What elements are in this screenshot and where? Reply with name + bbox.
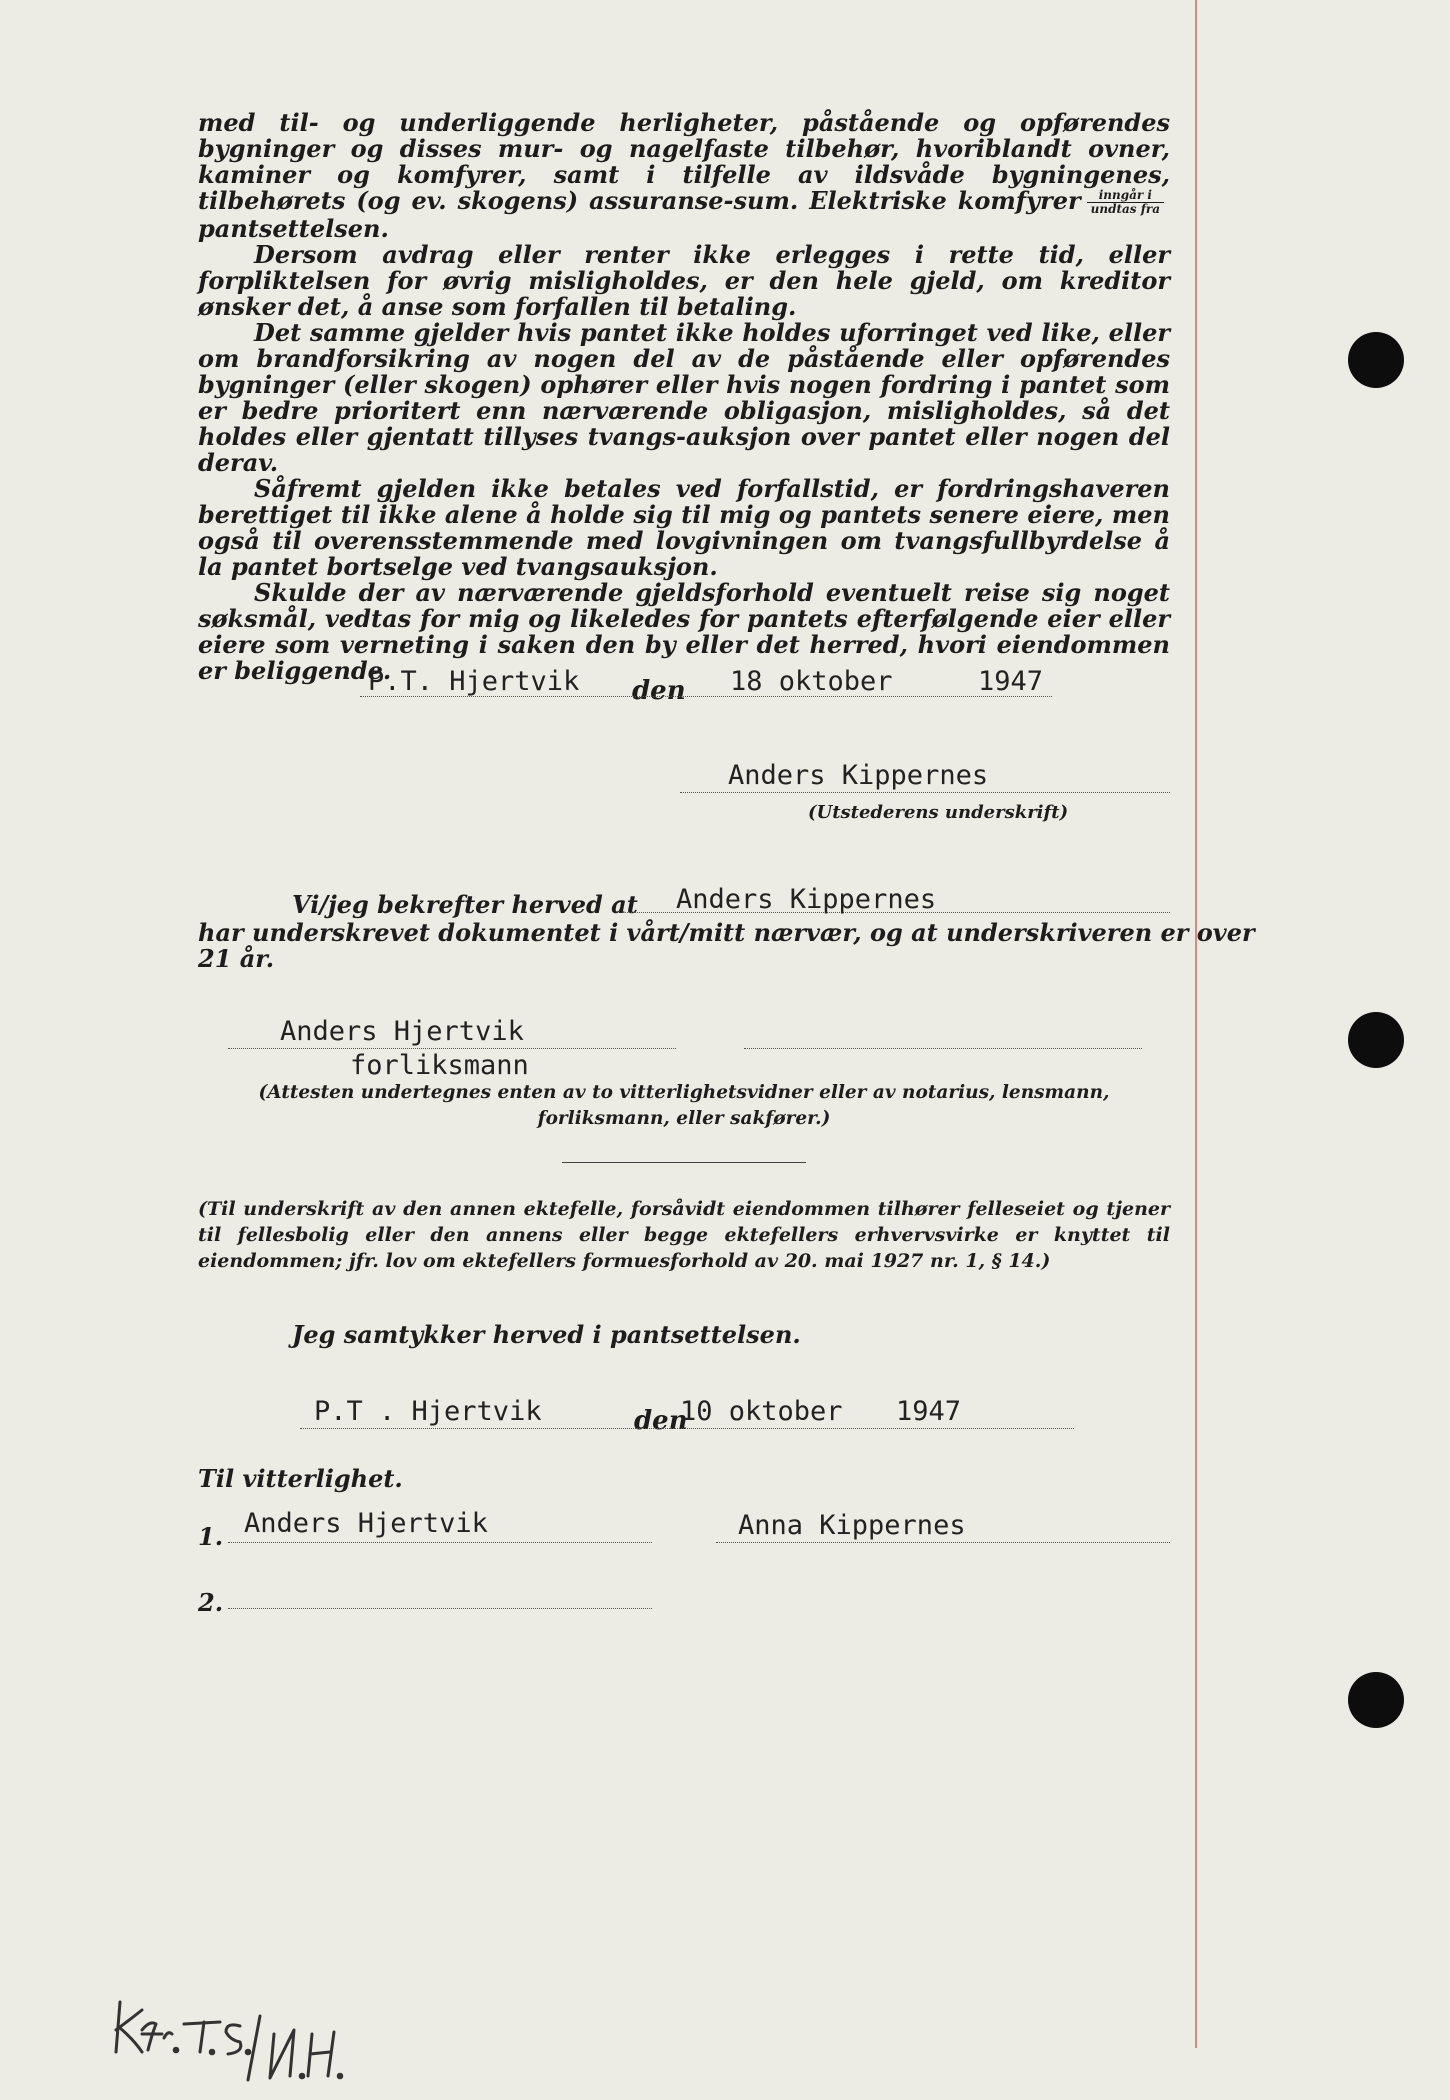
punch-hole-middle [1348,1012,1404,1068]
issuer-date: 18 oktober [730,666,893,697]
witness-1-line [228,1542,652,1543]
issuer-den: den [632,676,686,706]
terms-paragraph-5: Skulde der av nærværende gjeldsforhold eventuelt reise sig noget søksmål, vedtas for mig og likeledes for pantets efterfølgende eier eller eiere som verneting i saken den by eller det herred, hvori eiendommen er beliggende. [198,578,1170,685]
consent-year: 1947 [896,1396,962,1427]
consent-signature-line [716,1542,1170,1543]
witness-line-right [744,1048,1142,1049]
witness-line-left [228,1048,676,1049]
terms-text-end: pantsettelsen. [198,214,389,243]
fraction-choice [1087,189,1164,216]
issuer-place: P.T. Hjertvik [368,666,580,697]
punch-hole-bottom [1348,1672,1404,1728]
consent-place: P.T . Hjertvik [314,1396,542,1427]
issuer-signature-line [680,792,1170,793]
terms-paragraph-1 [198,110,1170,242]
red-margin-line [1195,0,1197,2048]
terms-text: med til- og underliggende herligheter, påstående og opførendes bygninger og disses mur- og nagelfaste tilbehør, hvoriblandt ovner, kaminer og komfyrer, samt i tilfelle av ildsvåde bygningenes, tilbehørets (og ev. skogens) assuranse-sum. Elektriske komfyrer [198,108,1170,215]
attestation-line-3: 21 år. [198,944,275,973]
terms-paragraph-4: Såfremt gjelden ikke betales ved forfallstid, er fordringshaveren berettiget til ikke alene å holde sig til mig og pantets senere eiere, men også til overensstemmende med lovgivningen om tvangsfullbyrdelse å la pantet bortselge ved tvangsauksjon. [198,474,1170,581]
attestation-line-2: har underskrevet dokumentet i vårt/mitt nærvær, og at underskriveren er over [198,918,1255,947]
consent-date-line [300,1428,1074,1429]
separator-rule [562,1162,806,1163]
witness-2-line [228,1608,652,1609]
witness-1-number: 1. [198,1522,224,1551]
attestation-lead: Vi/jeg bekrefter herved at [292,890,638,919]
spouse-note: (Til underskrift av den annen ektefelle, forsåvidt eiendommen tilhører felleseiet og tjener til fellesbolig eller den annens eller begge ektefellers erhvervsvirke er knyttet til eiendommen; jfr. lov om ektefellers formuesforhold av 20. mai 1927 nr. 1, § 14.) [198,1198,1170,1272]
issuer-signature-caption: (Utstederens underskrift) [808,802,1069,823]
fraction-top: inngår i [1087,189,1164,203]
consent-den: den [634,1406,688,1436]
fraction-bottom: undtas fra [1090,202,1160,216]
attestation-signer-name: Anders Kippernes [676,884,937,915]
consent-signature: Anna Kippernes [738,1510,966,1541]
attestation-caption: (Attesten undertegnes enten av to vitterlighetsvidner eller av notarius, lensmann, forliksmann, eller sakfører.) [258,1082,1110,1129]
consent-date: 10 oktober [680,1396,843,1427]
date-line [360,696,1052,697]
consent-statement: Jeg samtykker herved i pantsettelsen. [292,1320,801,1349]
witness-2-number: 2. [198,1588,224,1617]
handwritten-note [112,1990,392,2100]
witness-1-name: Anders Hjertvik [244,1508,488,1539]
witness-title: forliksmann [350,1050,529,1081]
punch-hole-top [1348,332,1404,388]
mortgage-terms [198,110,1170,684]
issuer-year: 1947 [978,666,1044,697]
witness-name: Anders Hjertvik [280,1016,524,1047]
witness-heading: Til vitterlighet. [198,1464,403,1493]
issuer-signature: Anders Kippernes [728,760,989,791]
terms-paragraph-2: Dersom avdrag eller renter ikke erlegges i rette tid, eller forpliktelsen for øvrig misligholdes, er den hele gjeld, om kreditor ønsker det, å anse som forfallen til betaling. [198,240,1170,321]
terms-paragraph-3: Det samme gjelder hvis pantet ikke holdes uforringet ved like, eller om brandforsikring av nogen del av de påstående eller opførendes bygninger (eller skogen) ophører eller hvis nogen fordring i pantet som er bedre prioritert enn nærværende obligasjon, misligholdes, så det holdes eller gjentatt tillyses tvangs-auksjon over pantet eller nogen del derav. [198,318,1170,477]
